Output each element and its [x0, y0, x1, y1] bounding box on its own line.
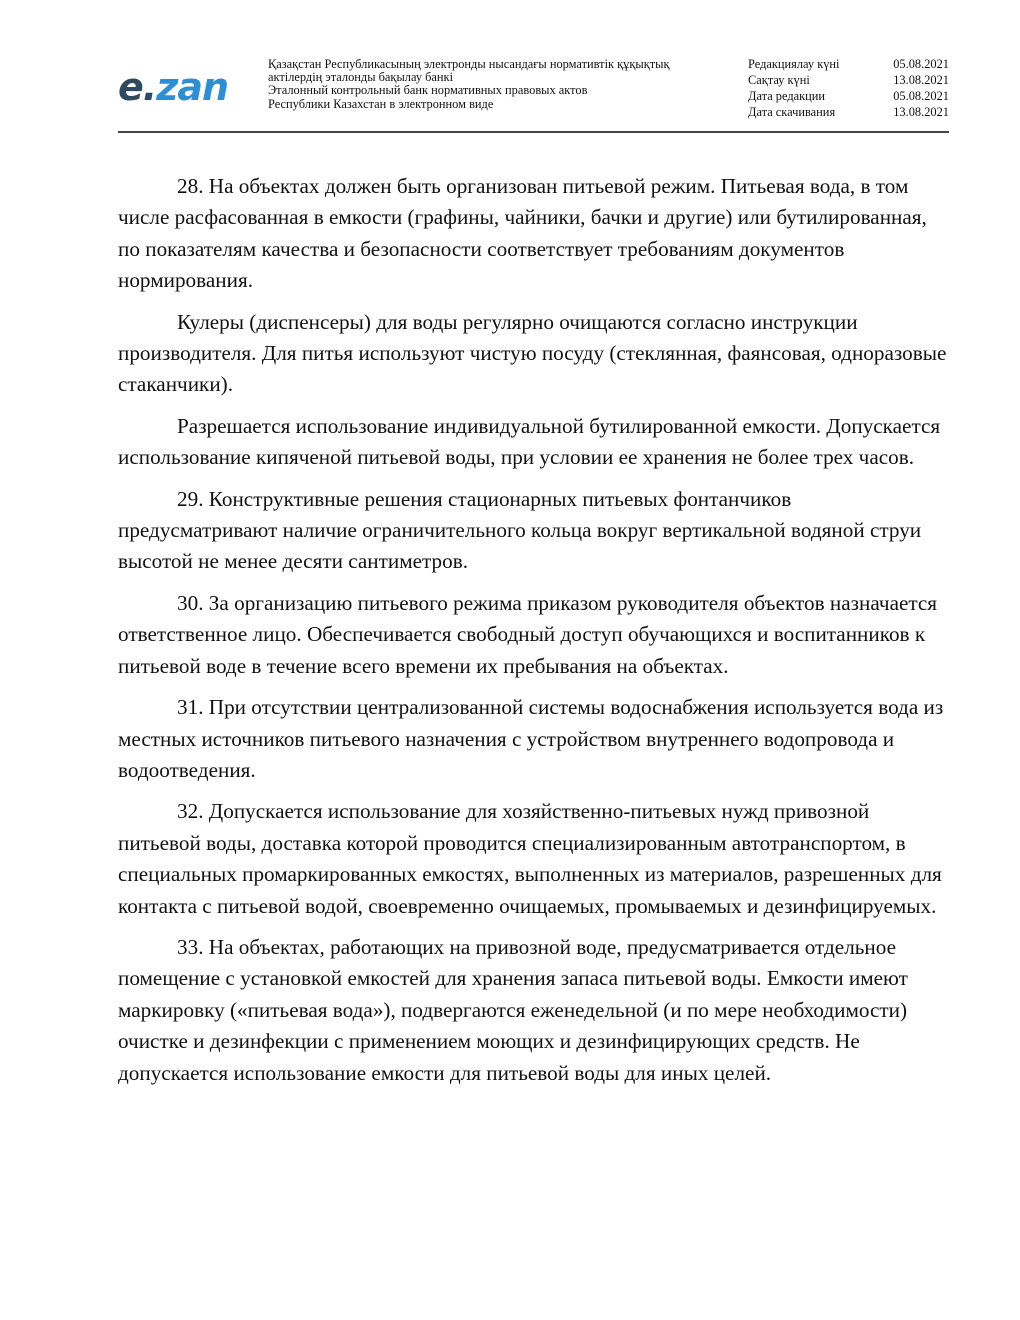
meta-label: Сақтау күні	[748, 73, 810, 87]
document-body	[118, 171, 954, 1099]
meta-row-edit-date-ru	[748, 88, 949, 104]
ezan-logo	[118, 62, 238, 108]
header-divider	[118, 131, 949, 133]
org-line: Қазақстан Республикасының электронды нысандағы нормативтік құқықтық	[268, 57, 670, 71]
meta-row-save-date-kz	[748, 72, 949, 88]
ezan-logo-mark	[118, 62, 238, 108]
paragraph-bottled-container: Разрешается использование индивидуальной бутилированной емкости. Допускается использование кипяченой питьевой воды, при условии ее хранения не более трех часов.	[118, 413, 941, 470]
meta-label: Дата скачивания	[748, 105, 836, 119]
paragraph-28: 28. На объектах должен быть организован питьевой режим. Питьевая вода, в том числе расфасованная в емкости (графины, чайники, бачки и другие) или бутилированная, по показателям качества и безопасности соответствует требованиям документов нормирования.	[118, 174, 927, 293]
meta-label: Редакциялау күні	[748, 57, 840, 71]
meta-value: 05.08.2021	[893, 89, 949, 103]
paragraph-coolers: Кулеры (диспенсеры) для воды регулярно очищаются согласно инструкции производителя. Для питья используют чистую посуду (стеклянная, фаянсовая, одноразовые стаканчики).	[118, 309, 947, 397]
org-line: Эталонный контрольный банк нормативных правовых актов	[268, 83, 588, 98]
paragraph-33: 33. На объектах, работающих на привозной воде, предусматривается отдельное помещение с установкой емкостей для хранения запаса питьевой воды. Емкости имеют маркировку («питьевая вода»), подвергаются еженедельной (и по мере необходимости) очистке и дезинфекции с применением моющих и дезинфицирующих средств. Не допускается использование емкости для питьевой воды для иных целей.	[118, 934, 908, 1085]
paragraph-31: 31. При отсутствии централизованной системы водоснабжения используется вода из местных источников питьевого назначения с устройством внутреннего водопровода и водоотведения.	[118, 695, 944, 782]
logo-text-dark: e.	[118, 65, 157, 108]
logo-text-light: zan	[156, 65, 229, 108]
meta-value: 13.08.2021	[893, 73, 949, 87]
paragraph-30: 30. За организацию питьевого режима приказом руководителя объектов назначается ответственное лицо. Обеспечивается свободный доступ обучающихся и воспитанников к питьевой воде в течение всего времени их пребывания на объектах.	[118, 590, 938, 678]
header-dates	[748, 56, 949, 120]
paragraph-29: 29. Конструктивные решения стационарных питьевых фонтанчиков предусматривают наличие ограничительного кольца вокруг вертикальной водяной струи высотой не менее десяти сантиметров.	[118, 486, 922, 574]
meta-label: Дата редакции	[748, 89, 826, 103]
header-organization	[268, 58, 718, 111]
meta-row-edit-date-kz	[748, 56, 949, 72]
meta-value: 13.08.2021	[893, 105, 949, 119]
svg-text:e.zan	[118, 65, 228, 108]
org-line: Республики Казахстан в электронном виде	[268, 96, 494, 111]
meta-value: 05.08.2021	[893, 57, 949, 71]
meta-row-download-date-ru	[748, 104, 949, 120]
org-line: актілердің эталонды бақылау банкі	[268, 70, 454, 85]
paragraph-32: 32. Допускается использование для хозяйственно-питьевых нужд привозной питьевой воды, доставка которой проводится специализированным автотранспортом, в специальных промаркированных емкостях, выполненных из материалов, разрешенных для контакта с питьевой водой, своевременно очищаемых, промываемых и дезинфицируемых.	[118, 799, 942, 918]
document-header	[118, 56, 949, 134]
